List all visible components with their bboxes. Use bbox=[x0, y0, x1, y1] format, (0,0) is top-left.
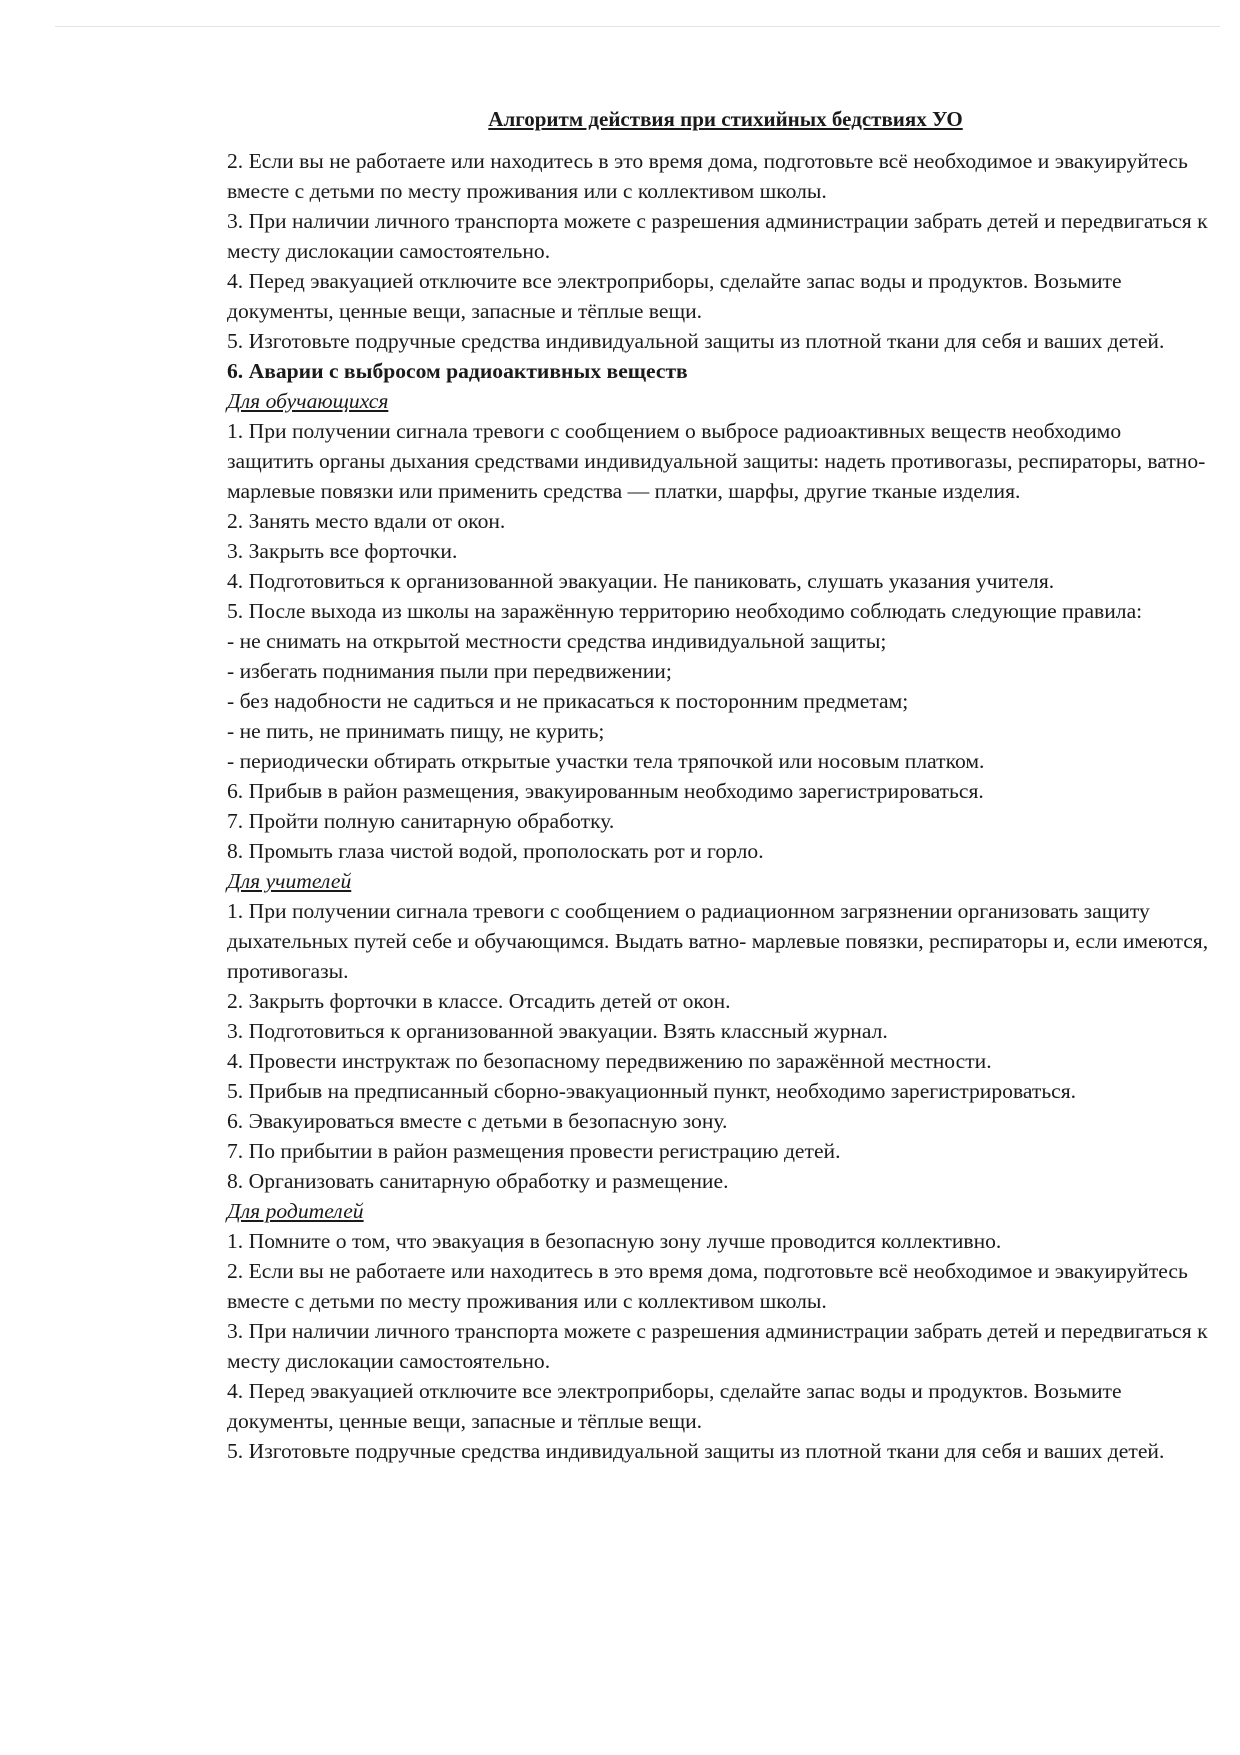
paragraph: 3. При наличии личного транспорта можете с разрешения администрации забрать детей и передвигаться к месту дислокации самостоятельно. bbox=[227, 209, 1208, 263]
paragraph: 3. Закрыть все форточки. bbox=[227, 539, 458, 563]
document-title: Алгоритм действия при стихийных бедствиях УО bbox=[488, 107, 963, 131]
paragraph: - периодически обтирать открытые участки тела тряпочкой или носовым платком. bbox=[227, 749, 985, 773]
paragraph: 6. Прибыв в район размещения, эвакуированным необходимо зарегистрироваться. bbox=[227, 779, 984, 803]
paragraph: 3. При наличии личного транспорта можете с разрешения администрации забрать детей и передвигаться к месту дислокации самостоятельно. bbox=[227, 1319, 1208, 1373]
paragraph: 1. Помните о том, что эвакуация в безопасную зону лучше проводится коллективно. bbox=[227, 1229, 1002, 1253]
paragraph: 1. При получении сигнала тревоги с сообщением о радиационном загрязнении организовать защиту дыхательных путей себе и обучающимся. Выдать ватно- марлевые повязки, респираторы и, если имеются, противогазы. bbox=[227, 899, 1209, 983]
paragraph: 5. Изготовьте подручные средства индивидуальной защиты из плотной ткани для себя и ваших детей. bbox=[227, 329, 1165, 353]
section-subheading: Для родителей bbox=[227, 1199, 364, 1223]
paragraph: 2. Если вы не работаете или находитесь в это время дома, подготовьте всё необходимое и эвакуируйтесь вместе с детьми по месту проживания или с коллективом школы. bbox=[227, 1259, 1188, 1313]
document-body bbox=[227, 146, 1212, 1466]
paragraph: - без надобности не садиться и не прикасаться к посторонним предметам; bbox=[227, 689, 909, 713]
paragraph: 4. Провести инструктаж по безопасному передвижению по заражённой местности. bbox=[227, 1049, 992, 1073]
paragraph: 4. Перед эвакуацией отключите все электроприборы, сделайте запас воды и продуктов. Возьмите документы, ценные вещи, запасные и тёплые вещи. bbox=[227, 269, 1122, 323]
scan-edge-line bbox=[55, 26, 1220, 27]
paragraph: 5. Изготовьте подручные средства индивидуальной защиты из плотной ткани для себя и ваших детей. bbox=[227, 1439, 1165, 1463]
paragraph: - не пить, не принимать пищу, не курить; bbox=[227, 719, 605, 743]
paragraph: 5. Прибыв на предписанный сборно-эвакуационный пункт, необходимо зарегистрироваться. bbox=[227, 1079, 1077, 1103]
paragraph: 2. Закрыть форточки в классе. Отсадить детей от окон. bbox=[227, 989, 731, 1013]
paragraph: 2. Занять место вдали от окон. bbox=[227, 509, 506, 533]
document-page bbox=[227, 104, 1212, 1466]
paragraph: 2. Если вы не работаете или находитесь в это время дома, подготовьте всё необходимое и эвакуируйтесь вместе с детьми по месту проживания или с коллективом школы. bbox=[227, 149, 1188, 203]
paragraph: 6. Эвакуироваться вместе с детьми в безопасную зону. bbox=[227, 1109, 728, 1133]
paragraph: - избегать поднимания пыли при передвижении; bbox=[227, 659, 672, 683]
paragraph: 1. При получении сигнала тревоги с сообщением о выбросе радиоактивных веществ необходимо защитить органы дыхания средствами индивидуальной защиты: надеть противогазы, респираторы, ватно-марлевые повязки или применить средства — платки, шарфы, другие тканые изделия. bbox=[227, 419, 1206, 503]
paragraph: 5. После выхода из школы на заражённую территорию необходимо соблюдать следующие правила: bbox=[227, 599, 1143, 623]
section-subheading: Для обучающихся bbox=[227, 389, 389, 413]
paragraph: 3. Подготовиться к организованной эвакуации. Взять классный журнал. bbox=[227, 1019, 888, 1043]
paragraph: - не снимать на открытой местности средства индивидуальной защиты; bbox=[227, 629, 887, 653]
paragraph: 4. Подготовиться к организованной эвакуации. Не паниковать, слушать указания учителя. bbox=[227, 569, 1055, 593]
paragraph: 4. Перед эвакуацией отключите все электроприборы, сделайте запас воды и продуктов. Возьмите документы, ценные вещи, запасные и тёплые вещи. bbox=[227, 1379, 1122, 1433]
paragraph: 7. По прибытии в район размещения провести регистрацию детей. bbox=[227, 1139, 841, 1163]
paragraph: 8. Организовать санитарную обработку и размещение. bbox=[227, 1169, 729, 1193]
paragraph: 8. Промыть глаза чистой водой, прополоскать рот и горло. bbox=[227, 839, 764, 863]
section-subheading: Для учителей bbox=[227, 869, 352, 893]
paragraph: 7. Пройти полную санитарную обработку. bbox=[227, 809, 615, 833]
section-heading: 6. Аварии с выбросом радиоактивных веществ bbox=[227, 359, 688, 383]
